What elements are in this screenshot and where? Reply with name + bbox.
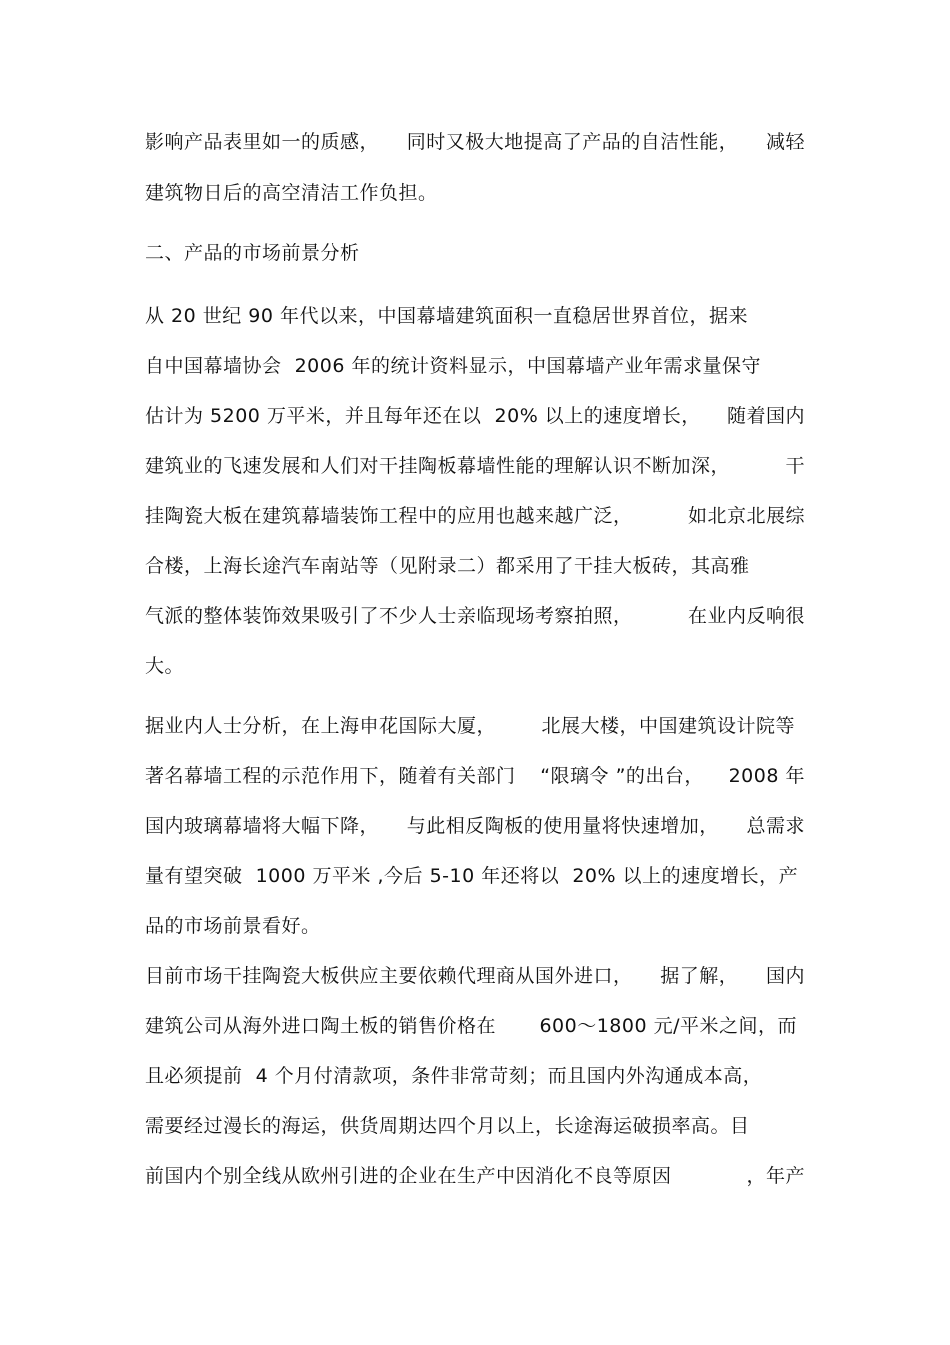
text-line <box>145 714 795 738</box>
text-segment: 随着国内 <box>726 405 805 427</box>
text-line: 量有望突破 1000 万平米 ,今后 5-10 年还将以 20% 以上的速度增长，产 <box>145 865 799 887</box>
text-line <box>145 964 805 988</box>
text-segment: 估计为 5200 万平米，并且每年还在以 20% 以上的速度增长， <box>145 405 701 427</box>
text-line <box>145 764 805 788</box>
text-segment: 如北京北展综 <box>687 505 805 527</box>
text-segment: 减轻 <box>765 131 805 153</box>
text-line: 合楼，上海长途汽车南站等（见附录二）都采用了干挂大板砖，其高雅 <box>145 555 750 577</box>
text-line: 需要经过漫长的海运，供货周期达四个月以上，长途海运破损率高。目 <box>145 1115 750 1137</box>
text-segment: 在业内反响很 <box>687 605 805 627</box>
text-line <box>145 404 805 428</box>
text-line <box>145 1014 797 1038</box>
text-line <box>145 814 805 838</box>
text-segment: 建筑业的飞速发展和人们对干挂陶板幕墙性能的理解认识不断加深， <box>145 455 731 477</box>
text-line: 品的市场前景看好。 <box>145 915 321 937</box>
text-segment: 据了解， <box>660 965 739 987</box>
text-segment: 2008 年 <box>728 765 805 787</box>
text-segment: 干 <box>785 455 805 477</box>
text-line: 自中国幕墙协会 2006 年的统计资料显示，中国幕墙产业年需求量保守 <box>145 355 761 377</box>
text-segment: 前国内个别全线从欧州引进的企业在生产中因消化不良等原因 <box>145 1165 672 1187</box>
section-heading: 二、产品的市场前景分析 <box>145 242 360 264</box>
text-segment: 气派的整体装饰效果吸引了不少人士亲临现场考察拍照， <box>145 605 633 627</box>
text-line: 且必须提前 4 个月付清款项，条件非常苛刻；而且国内外沟通成本高， <box>145 1065 763 1087</box>
text-line <box>145 604 805 628</box>
text-line <box>145 130 805 154</box>
text-segment: 总需求 <box>746 815 805 837</box>
text-segment: 目前市场干挂陶瓷大板供应主要依赖代理商从国外进口， <box>145 965 633 987</box>
text-segment: 600～1800 元/平米之间，而 <box>539 1015 797 1037</box>
text-segment: 影响产品表里如一的质感， <box>145 131 380 153</box>
text-segment: 著名幕墙工程的示范作用下，随着有关部门 <box>145 765 516 787</box>
text-segment: 同时又极大地提高了产品的自洁性能， <box>406 131 739 153</box>
text-segment: 建筑公司从海外进口陶土板的销售价格在 <box>145 1015 497 1037</box>
text-line: 建筑物日后的高空清洁工作负担。 <box>145 182 438 204</box>
text-line <box>145 504 805 528</box>
text-line <box>145 454 805 478</box>
text-segment: 挂陶瓷大板在建筑幕墙装饰工程中的应用也越来越广泛， <box>145 505 633 527</box>
text-segment: ，年产 <box>746 1165 805 1187</box>
text-segment: 国内玻璃幕墙将大幅下降， <box>145 815 380 837</box>
text-segment: “限璃令 ”的出台， <box>540 765 704 787</box>
text-segment: 北展大楼，中国建筑设计院等 <box>541 715 795 737</box>
text-line <box>145 1164 805 1188</box>
text-segment: 国内 <box>765 965 805 987</box>
text-segment: 据业内人士分析，在上海申花国际大厦， <box>145 715 497 737</box>
text-line: 大。 <box>145 655 185 677</box>
text-segment: 与此相反陶板的使用量将快速增加， <box>406 815 719 837</box>
text-line: 从 20 世纪 90 年代以来，中国幕墙建筑面积一直稳居世界首位，据来 <box>145 305 749 327</box>
